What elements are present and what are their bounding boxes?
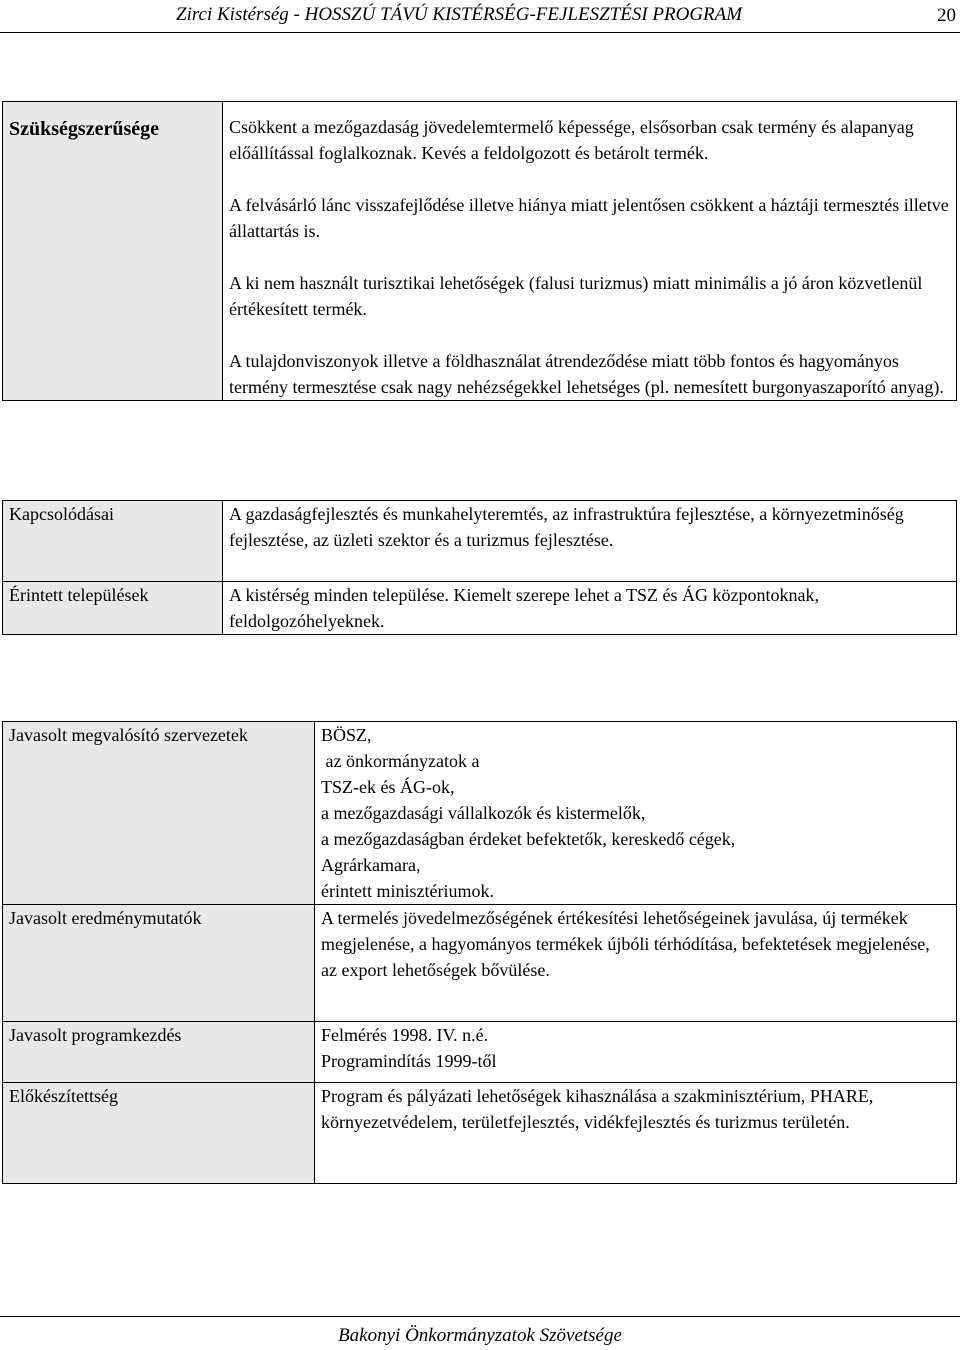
- need-label: Szükségszerűsége: [3, 102, 223, 401]
- page-number: 20: [937, 5, 956, 26]
- preparedness-label: Előkészítettség: [3, 1083, 315, 1184]
- organization-item: érintett minisztériumok.: [321, 881, 494, 901]
- organization-item: a mezőgazdasági vállalkozók és kistermelők,: [321, 803, 646, 823]
- need-paragraph: Csökkent a mezőgazdaság jövedelemtermelő képessége, elsősorban csak termény és alapanyag előállítással foglalkoznak. Kevés a feldolgozott és betárolt termék.: [229, 117, 914, 163]
- organizations-row: [3, 722, 957, 905]
- organizations-label: Javasolt megvalósító szervezetek: [3, 722, 315, 905]
- related-table: [2, 500, 957, 635]
- footer-divider: [0, 1316, 960, 1317]
- organization-item: BÖSZ,: [321, 725, 372, 745]
- organization-item: a mezőgazdaságban érdeket befektetők, kereskedő cégek,: [321, 829, 736, 849]
- implementation-table: [2, 721, 957, 1184]
- preparedness-text: Program és pályázati lehetőségek kihasználása a szakminisztérium, PHARE, környezetvédelem, területfejlesztés, vidékfejlesztés és turizmus területén.: [315, 1083, 957, 1184]
- connections-label: Kapcsolódásai: [3, 501, 223, 582]
- settlements-label: Érintett települések: [3, 582, 223, 635]
- organizations-list: [315, 722, 957, 905]
- start-label: Javasolt programkezdés: [3, 1022, 315, 1083]
- settlements-row: [3, 582, 957, 635]
- indicators-text: A termelés jövedelmezőségének értékesítési lehetőségeinek javulása, új termékek megjelenése, a hagyományos termékek újbóli térhódítása, befektetések megjelenése, az export lehetőségek bővülése.: [315, 905, 957, 1022]
- connections-text: A gazdaságfejlesztés és munkahelyteremtés, az infrastruktúra fejlesztése, a környezetminőség fejlesztése, az üzleti szektor és a turizmus fejlesztése.: [223, 501, 957, 582]
- page-footer: Bakonyi Önkormányzatok Szövetsége: [338, 1325, 622, 1346]
- page-header: [0, 0, 960, 30]
- document-title: Zirci Kistérség - HOSSZÚ TÁVÚ KISTÉRSÉG-FEJLESZTÉSI PROGRAM: [176, 4, 743, 25]
- need-paragraph: A ki nem használt turisztikai lehetőségek (falusi turizmus) miatt minimális a jó áron közvetlenül értékesített termék.: [229, 273, 923, 319]
- need-paragraph: A tulajdonviszonyok illetve a földhasználat átrendeződése miatt több fontos és hagyományos termény termesztése csak nagy nehézségekkel lehetséges (pl. nemesített burgonyaszaporító anyag).: [229, 351, 944, 397]
- settlements-text: A kistérség minden települése. Kiemelt szerepe lehet a TSZ és ÁG központoknak, feldolgozóhelyeknek.: [223, 582, 957, 635]
- need-table: [2, 101, 957, 401]
- header-divider: [0, 32, 960, 33]
- organization-item: az önkormányzatok a: [321, 751, 480, 771]
- connections-row: [3, 501, 957, 582]
- start-line: Programindítás 1999-től: [321, 1051, 497, 1071]
- start-line: Felmérés 1998. IV. n.é.: [321, 1025, 489, 1045]
- start-row: [3, 1022, 957, 1083]
- indicators-label: Javasolt eredménymutatók: [3, 905, 315, 1022]
- need-paragraph: A felvásárló lánc visszafejlődése illetve hiánya miatt jelentősen csökkent a háztáji termesztés illetve állattartás is.: [229, 195, 949, 241]
- need-content: [223, 102, 957, 401]
- need-row: [3, 102, 957, 401]
- organization-item: TSZ-ek és ÁG-ok,: [321, 777, 455, 797]
- indicators-row: [3, 905, 957, 1022]
- preparedness-row: [3, 1083, 957, 1184]
- start-lines: [315, 1022, 957, 1083]
- organization-item: Agrárkamara,: [321, 855, 421, 875]
